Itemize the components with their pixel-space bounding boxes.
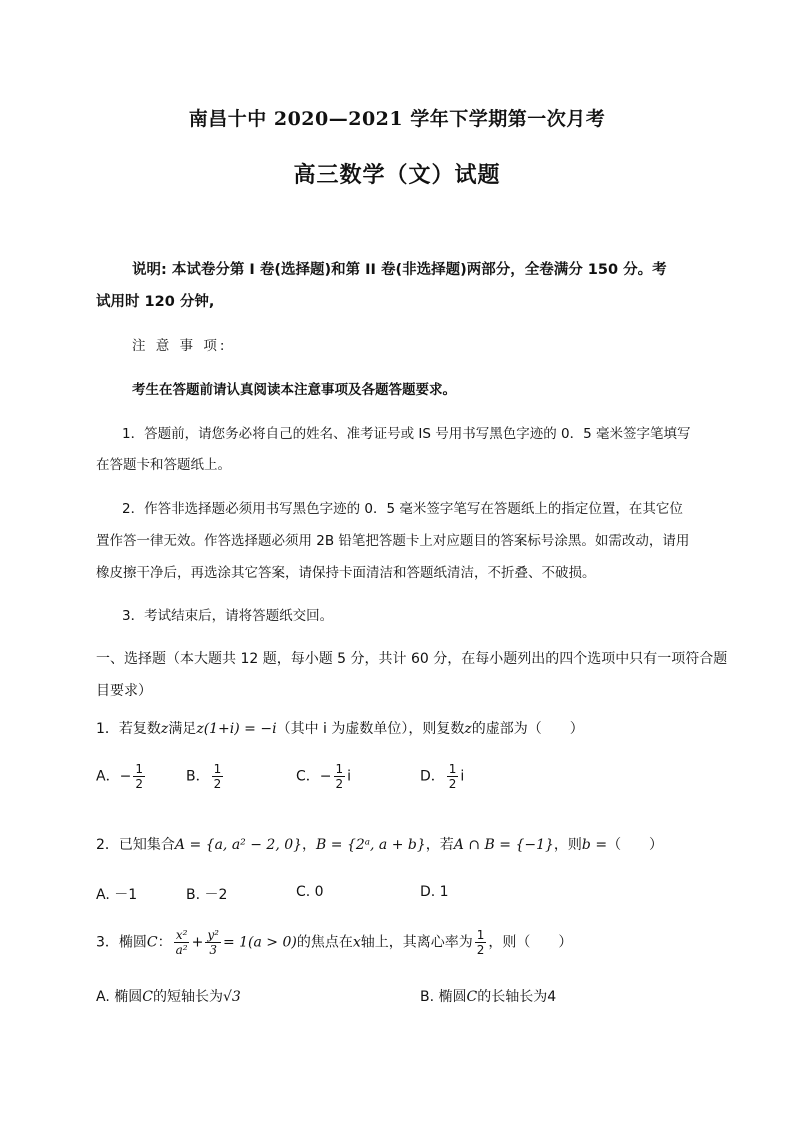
section-1-heading-line-2: 目要求）	[96, 683, 152, 699]
q3-e-fraction	[475, 928, 487, 957]
q3-x-axis: x	[352, 934, 361, 951]
q3-x-num: x²	[175, 928, 188, 942]
notice-item-2-line-1: 2．作答非选择题必须用书写黑色字迹的 0．5 毫米签字笔写在答题纸上的指定位置，在其它位	[122, 501, 683, 517]
q1-option-d[interactable]	[420, 762, 464, 791]
q1-option-b-label: B．	[186, 768, 210, 785]
q1-option-d-fraction	[447, 762, 459, 791]
q2-mid2: ，则	[553, 837, 582, 853]
intro-line-2: 试用时 120 分钟,	[96, 294, 215, 310]
notice-item-2-line-2: 置作答一律无效。作答选择题必须用 2B 铅笔把答题卡上对应题目的答案标号涂黑。如需改动，请用	[96, 533, 690, 549]
q1-option-d-unit: i	[460, 768, 465, 785]
q1-option-c[interactable]	[296, 762, 351, 791]
q1-option-d-den: 2	[448, 777, 457, 791]
q1-suffix: 的虚部为（ ）	[471, 721, 584, 737]
q3-e-den: 2	[476, 943, 485, 957]
q3-option-b-value: 4	[547, 989, 557, 1005]
q1-option-c-unit: i	[347, 768, 352, 785]
q3-option-a[interactable]	[96, 986, 241, 1006]
q3-option-b-text: 的长轴长为	[477, 989, 548, 1005]
q3-y-fraction	[205, 928, 221, 957]
q3-plus: +	[191, 934, 204, 951]
q1-option-a-num: 1	[135, 762, 143, 776]
q1-option-c-sign: −	[319, 768, 332, 785]
q3-option-b-c: C	[466, 989, 478, 1005]
q1-option-d-label: D．	[420, 768, 445, 785]
q2-option-b[interactable]: B. －2	[186, 887, 228, 903]
q1-option-d-num: 1	[448, 762, 457, 776]
q3-option-a-c: C	[142, 989, 153, 1005]
q3-c: C	[146, 934, 158, 951]
q3-e-num: 1	[476, 928, 485, 942]
q3-option-a-value: √3	[222, 989, 241, 1005]
notice-intro: 考生在答题前请认真阅读本注意事项及各题答题要求。	[132, 382, 456, 398]
q1-z: z	[160, 721, 169, 737]
q3-suffix: ，则（ ）	[488, 934, 573, 951]
q1-prefix: 1．若复数	[96, 721, 161, 737]
q1-option-c-num: 1	[335, 762, 344, 776]
question-2	[96, 834, 663, 854]
q3-x-den: a²	[175, 943, 188, 957]
q3-x-fraction	[174, 928, 190, 957]
q3-option-b[interactable]	[420, 986, 556, 1006]
q2-comma: ，	[302, 837, 317, 853]
q1-option-a-sign: −	[119, 768, 132, 785]
q3-option-a-text: 的短轴长为	[152, 989, 223, 1005]
notice-item-2-line-3: 橡皮擦干净后，再选涂其它答案，请保持卡面清洁和答题纸清洁，不折叠、不破损。	[96, 565, 596, 581]
notice-item-1-line-1: 1．答题前，请您务必将自己的姓名、准考证号或 IS 号用书写黑色字迹的 0．5 毫米签字笔填写	[122, 426, 691, 442]
question-3	[96, 928, 572, 957]
section-1-heading-line-1: 一、选择题（本大题共 12 题，每小题 5 分，共计 60 分，在每小题列出的四个选项中只有一项符合题	[96, 651, 728, 667]
q3-y-den: 3	[209, 943, 217, 957]
q2-set-b: B = {2ᵃ, a + b}	[316, 837, 426, 853]
exam-subtitle: 高三数学（文）试题	[293, 162, 501, 188]
q1-option-c-fraction	[334, 762, 346, 791]
q1-option-c-label: C．	[296, 768, 320, 785]
notice-item-3: 3．考试结束后，请将答题纸交回。	[122, 608, 334, 624]
q2-b: b =	[581, 837, 608, 853]
q1-option-b-den: 2	[213, 777, 222, 791]
q2-mid: ，若	[425, 837, 454, 853]
q1-option-a-den: 2	[135, 777, 143, 791]
q1-option-b-fraction	[212, 762, 224, 791]
q3-option-a-label: A. 椭圆	[96, 989, 143, 1005]
q1-mid1: 满足	[168, 721, 197, 737]
q1-equation: z(1+i) = −i	[196, 721, 277, 737]
q1-z2: z	[464, 721, 472, 737]
q2-option-d[interactable]: D. 1	[420, 884, 449, 900]
q2-suffix: （ ）	[607, 837, 664, 853]
q1-option-a[interactable]	[96, 762, 147, 791]
notice-item-1-line-2: 在答题卡和答题纸上。	[96, 457, 231, 473]
notice-label: 注 意 事 项:	[132, 338, 228, 354]
q2-option-c[interactable]: C. 0	[296, 884, 324, 900]
q1-option-a-fraction	[133, 762, 145, 791]
q2-prefix: 2．已知集合	[96, 837, 175, 853]
q2-condition: A ∩ B = {−1}	[453, 837, 554, 853]
q1-option-b-num: 1	[213, 762, 222, 776]
q2-set-a: A = {a, a² − 2, 0}	[174, 837, 303, 853]
intro-line-1: 说明: 本试卷分第 I 卷(选择题)和第 II 卷(非选择题)两部分，全卷满分 150 分。考	[132, 262, 667, 278]
question-1	[96, 718, 584, 738]
q3-mid2: 轴上，其离心率为	[360, 934, 473, 951]
q3-y-num: y²	[207, 928, 219, 942]
q3-rest: = 1(a > 0)	[222, 934, 297, 951]
q1-option-a-label: A．	[96, 768, 120, 785]
q1-mid2: （其中 i 为虚数单位），则复数	[276, 721, 465, 737]
exam-title: 南昌十中 2020—2021 学年下学期第一次月考	[188, 108, 606, 130]
q3-colon: ：	[157, 934, 172, 951]
q2-option-a[interactable]: A. －1	[96, 887, 138, 903]
q1-option-b[interactable]	[186, 762, 225, 791]
q3-prefix: 3．椭圆	[96, 934, 147, 951]
q3-option-b-label: B. 椭圆	[420, 989, 467, 1005]
q3-mid: 的焦点在	[296, 934, 353, 951]
q1-option-c-den: 2	[335, 777, 344, 791]
